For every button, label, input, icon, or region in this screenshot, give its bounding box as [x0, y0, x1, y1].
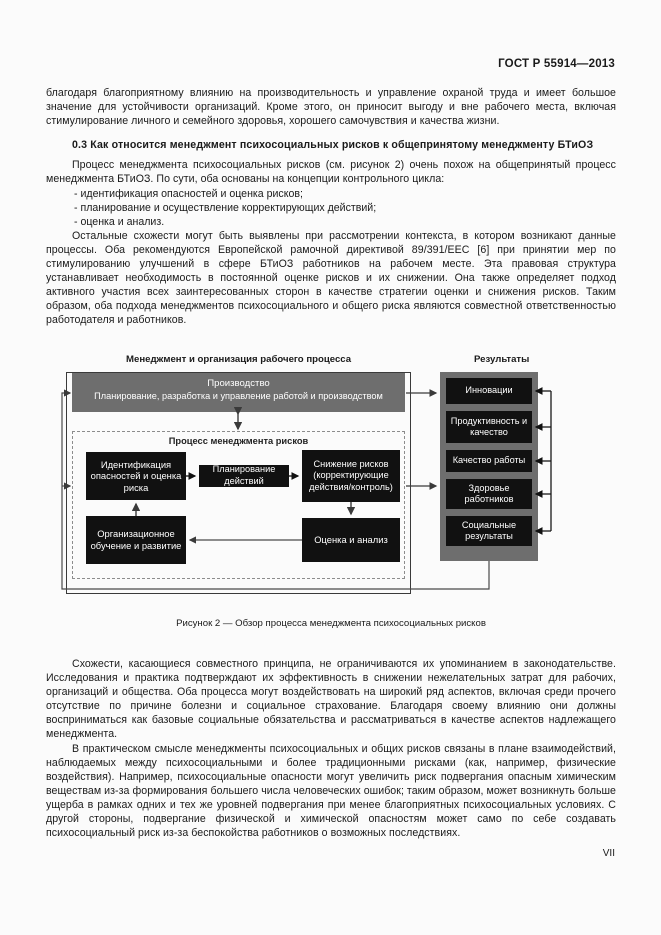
figure-caption: Рисунок 2 — Обзор процесса менеджмента психосоциальных рисков [176, 618, 486, 629]
figure-2 [46, 352, 616, 637]
box-organizational-learning: Организационное обучение и развитие [86, 516, 186, 564]
text-column-bottom [46, 657, 616, 840]
text-column-top [46, 86, 616, 328]
production-title: Производство [207, 378, 270, 389]
section-heading-0-3: 0.3 Как относится менеджмент психосоциальных рисков к общепринятому менеджменту БТиОЗ [72, 139, 594, 152]
production-subtitle: Планирование, разработка и управление работой и производством [94, 391, 383, 401]
standard-header: ГОСТ Р 55914—2013 [498, 58, 615, 70]
page-number: VII [602, 848, 615, 859]
list-item: - планирование и осуществление корректирующих действий; [74, 201, 377, 214]
result-box-productivity: Продуктивность и качество [446, 411, 532, 443]
result-box-work-quality: Качество работы [446, 450, 532, 472]
box-identification: Идентификация опасностей и оценка риска [86, 452, 186, 500]
paragraph-common-principle: Схожести, касающиеся совместного принципа, не ограничиваются их упоминанием в законодательстве. Исследования и практика подтверждают их эффективность в снижении нежелательных затрат для рабочих, организаций и общества. Оба процесса могут воздействовать на широкий ряд аспектов, включая среди прочего отсутствие по причине болезни и социальное страхование. Благодаря своему влиянию они должны восприниматься как базовые социальные обязательства и рассматриваться в качестве аспектов надлежащего менеджмента. [46, 658, 616, 741]
risk-process-title: Процесс менеджмента рисков [168, 436, 309, 446]
paragraph-similarities: Остальные схожести могут быть выявлены при рассмотрении контекста, в котором возникают данные процессы. Оба рекомендуются Европейской рамочной директивой 89/391/EEC [6] при принятии мер по стимулированию улучшений в сфере БТиОЗ работников на рабочем месте. Эта правовая структура устанавливает необходимость в постоянной оценке рисков и их снижении. Она также определяет подход активного участия всех заинтересованных сторон в качестве стратегии оценки и снижения рисков. Таким образом, оба подхода менеджментов психосоциального и общего риска являются совместной ответственностью работодателя и работников. [46, 229, 616, 327]
result-box-worker-health: Здоровье работников [446, 479, 532, 509]
list-item: - идентификация опасностей и оценка рисков; [74, 187, 303, 200]
figure-connectors [46, 352, 616, 637]
box-risk-reduction: Снижение рисков (корректирующие действия/контроль) [302, 450, 400, 502]
result-box-social-results: Социальные результаты [446, 516, 532, 546]
result-box-innovation: Инновации [446, 378, 532, 404]
figure-right-title: Результаты [474, 354, 530, 365]
paragraph-practical-sense: В практическом смысле менеджменты психосоциальных и общих рисков связаны в плане взаимодействий, наблюдаемых между психосоциальными и более традиционными рисками (как, например, физические воздействия). Например, психосоциальные опасности могут увеличить риск подвергания опасным химическим веществам из-за формирования большего числа человеческих ошибок; таким образом, может возникнуть больше ущерба в рамках одних и тех же уровней подвергания при менее благоприятных психосоциальных условиях. С другой стороны, подвергание физической и химической опасностям может само по себе создавать психосоциальный риск из-за беспокойства работников о возможных последствиях. [46, 742, 616, 840]
figure-left-title: Менеджмент и организация рабочего процесса [126, 354, 352, 365]
box-action-planning: Планирование действий [199, 465, 289, 487]
box-evaluation: Оценка и анализ [302, 518, 400, 562]
paragraph-process: Процесс менеджмента психосоциальных рисков (см. рисунок 2) очень похож на общепринятый процесс менеджмента БТиОЗ. По сути, оба основаны на концепции контрольного цикла: [46, 159, 616, 186]
paragraph-continuation: благодаря благоприятному влиянию на производительность и управление охраной труда и имеет большое значение для устойчивости организаций. Кроме этого, он приносит выгоду и вне рабочего места, включая стимулирование личного и семейного здоровья, хорошего самочувствия и качества жизни. [46, 87, 616, 128]
list-item: - оценка и анализ. [74, 215, 165, 228]
